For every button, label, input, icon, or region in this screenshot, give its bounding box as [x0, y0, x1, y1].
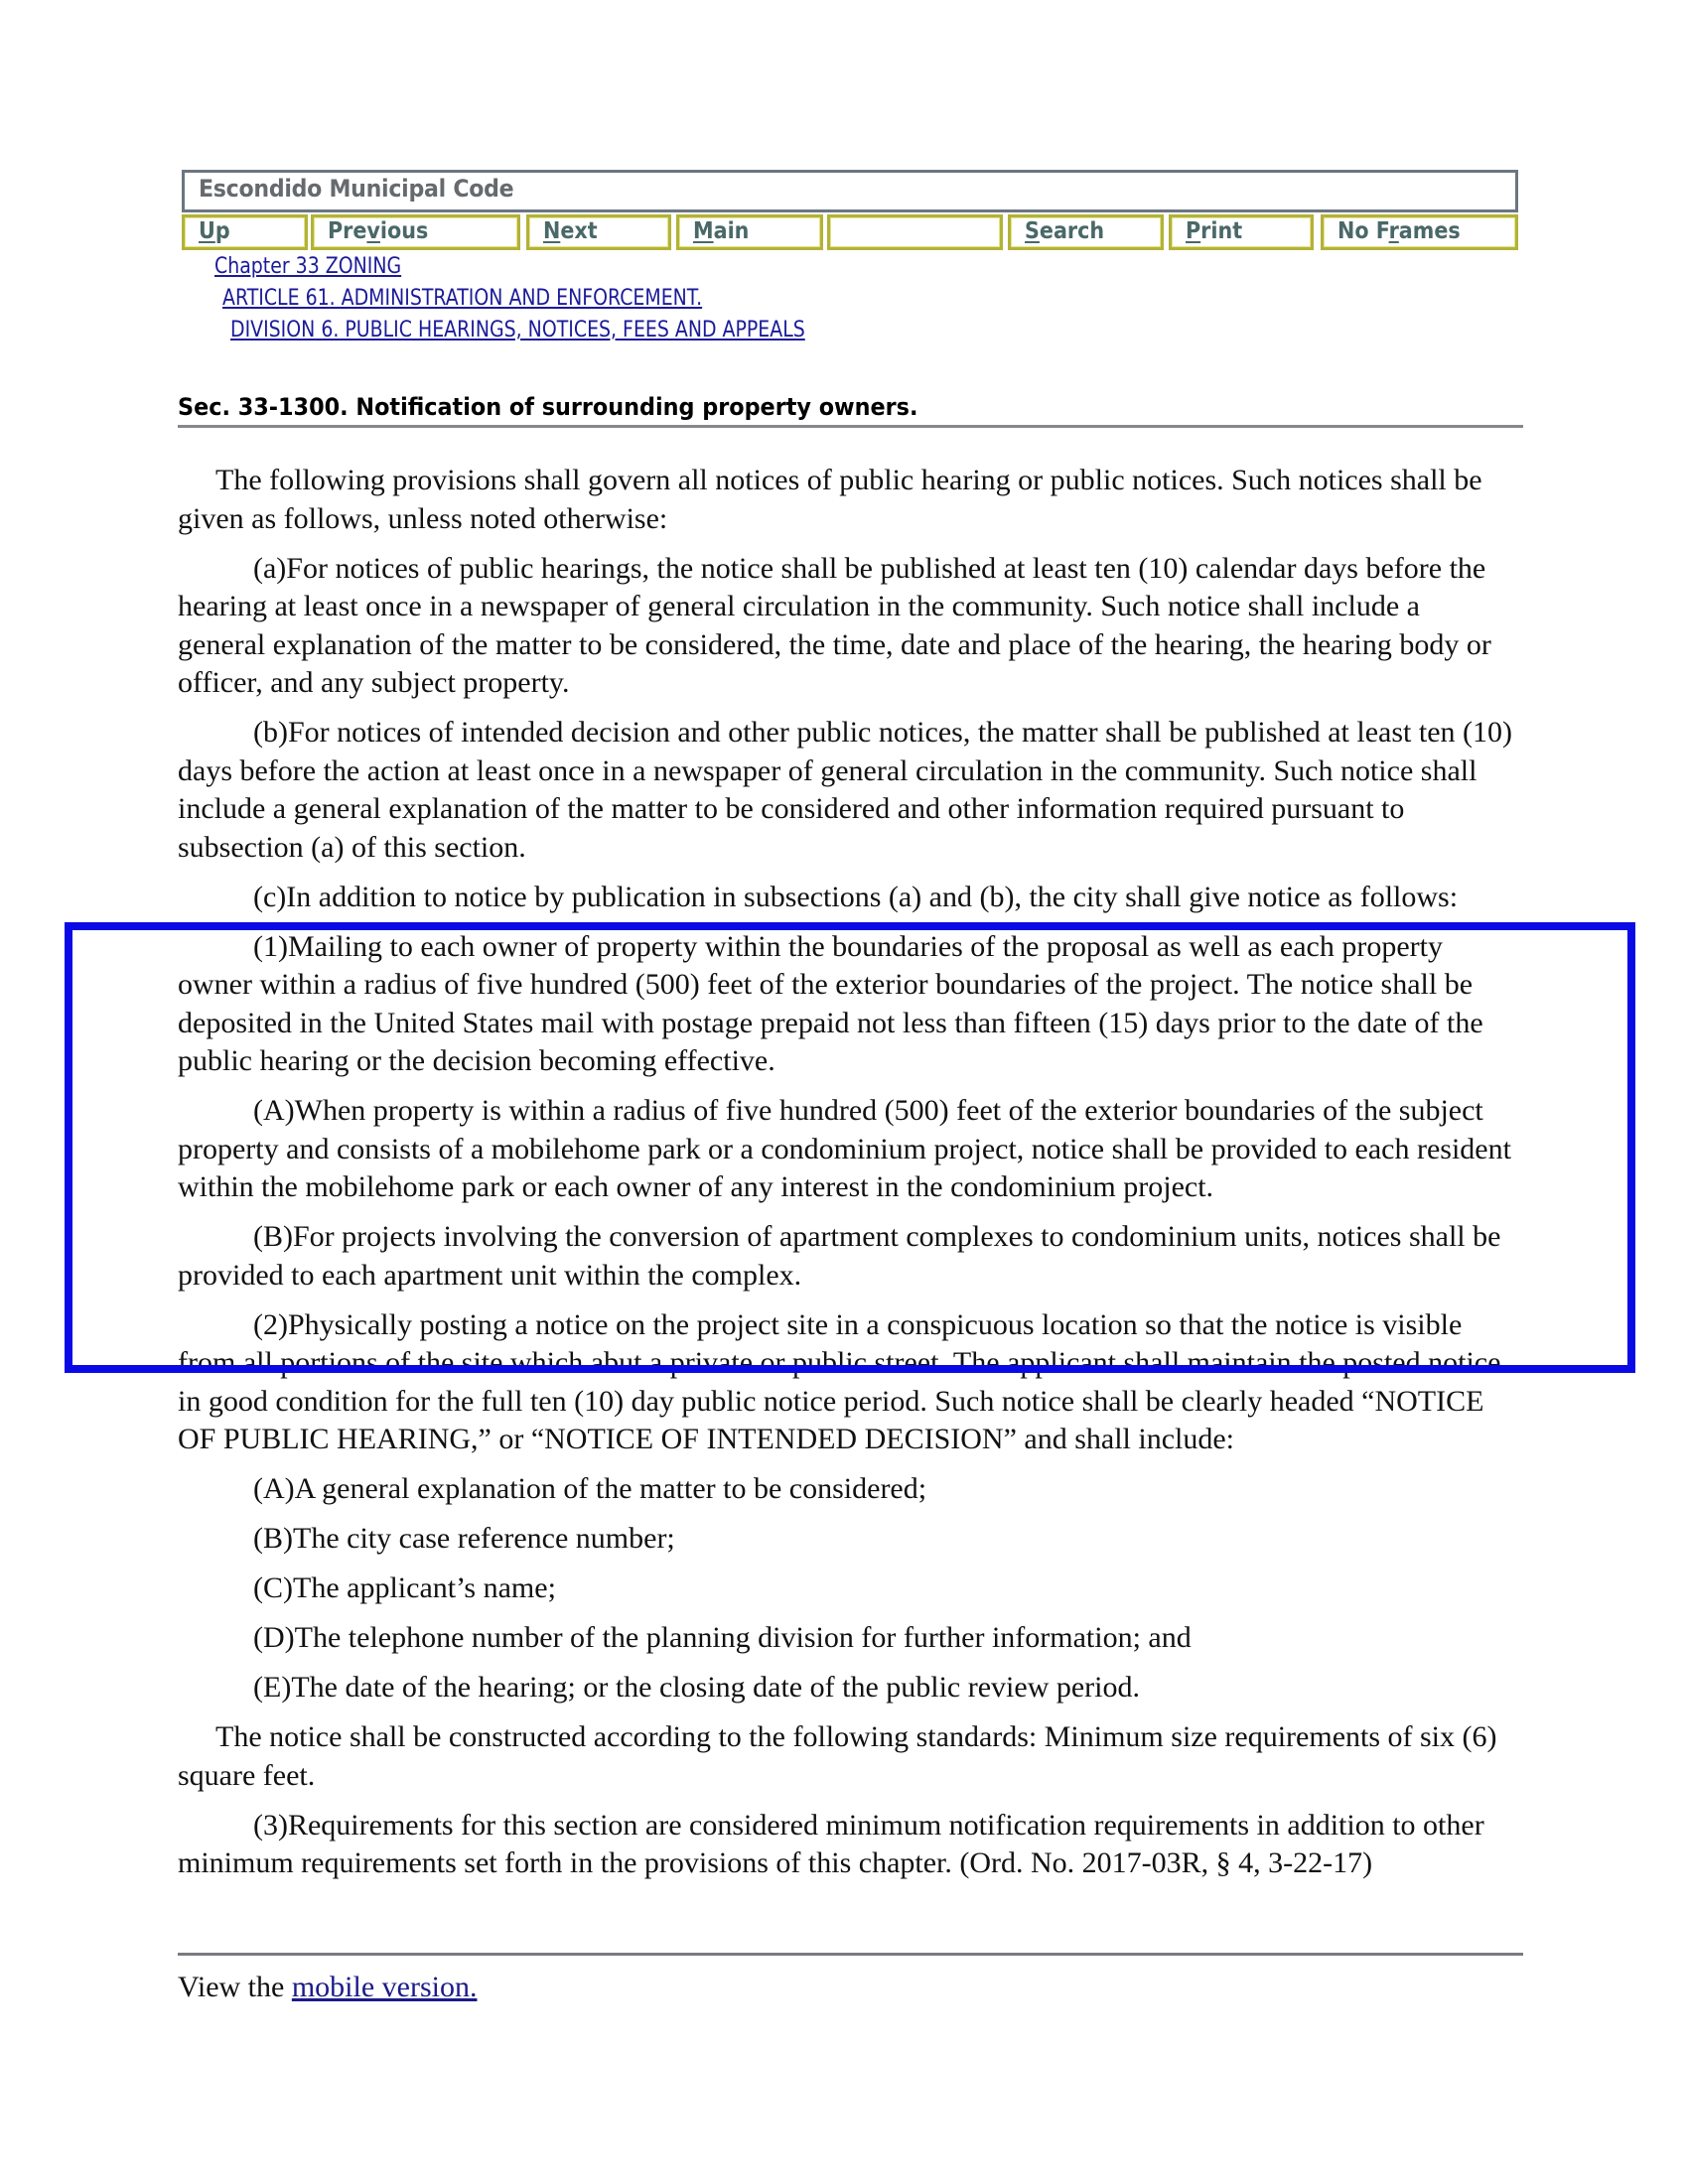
- nav-up-cell[interactable]: [182, 214, 308, 250]
- paragraph-text: For projects involving the conversion of apartment complexes to condominium units, notices shall be provided to each apartment unit within the complex.: [178, 1220, 1501, 1292]
- section-paragraph: [178, 1306, 1513, 1459]
- paragraph-label: (E): [253, 1671, 292, 1704]
- paragraph-label: (D): [253, 1621, 295, 1654]
- heading-divider: [178, 425, 1523, 428]
- paragraph-label: (2): [253, 1307, 288, 1341]
- nav-next-link[interactable]: Next: [543, 218, 598, 244]
- paragraph-text: Requirements for this section are considered minimum notification requirements in addition to other minimum requirements set forth in the provisions of this chapter. (Ord. No. 2017-03R, § 4, 3-22-17): [178, 1808, 1484, 1879]
- nav-search-cell[interactable]: [1008, 214, 1164, 250]
- paragraph-label: (A): [253, 1472, 295, 1505]
- section-paragraph: [178, 879, 1513, 917]
- nav-previous-link[interactable]: Previous: [328, 218, 429, 244]
- nav-no-frames-link[interactable]: No Frames: [1337, 218, 1461, 244]
- nav-print-link[interactable]: Print: [1186, 218, 1243, 244]
- paragraph-label: (C): [253, 1571, 293, 1604]
- paragraph-text: The telephone number of the planning division for further information; and: [294, 1621, 1192, 1654]
- nav-print-cell[interactable]: [1169, 214, 1314, 250]
- section-paragraph: [178, 1669, 1513, 1707]
- breadcrumb-article[interactable]: ARTICLE 61. ADMINISTRATION AND ENFORCEMENT.: [222, 286, 703, 311]
- section-body: [178, 462, 1513, 1894]
- nav-search-link[interactable]: Search: [1025, 218, 1105, 244]
- paragraph-label: (c): [253, 880, 287, 913]
- paragraph-text: A general explanation of the matter to be considered;: [294, 1472, 927, 1505]
- paragraph-label: (1): [253, 929, 288, 963]
- mobile-version-line: [178, 1971, 477, 2004]
- section-paragraph: [178, 1619, 1513, 1658]
- paragraph-text: For notices of public hearings, the notice shall be published at least ten (10) calendar days before the hearing at least once in a newspaper of general circulation in the community. Such notice shall include a general explanation of the matter to be considered, the time, date and place of the hearing, the hearing body or officer, and any subject property.: [178, 551, 1491, 699]
- paragraph-label: (3): [253, 1808, 288, 1842]
- breadcrumb-division[interactable]: DIVISION 6. PUBLIC HEARINGS, NOTICES, FEES AND APPEALS: [230, 318, 805, 342]
- section-heading: Sec. 33-1300. Notification of surrounding property owners.: [178, 393, 918, 421]
- paragraph-label: (B): [253, 1522, 293, 1555]
- paragraph-text: The date of the hearing; or the closing date of the public review period.: [291, 1671, 1141, 1704]
- nav-up-link[interactable]: Up: [199, 218, 230, 244]
- nav-main-link[interactable]: Main: [693, 218, 750, 244]
- paragraph-text: In addition to notice by publication in subsections (a) and (b), the city shall give notice as follows:: [286, 880, 1459, 913]
- code-title-bar: [182, 170, 1518, 212]
- section-paragraph: [178, 1570, 1513, 1608]
- breadcrumb-chapter[interactable]: Chapter 33 ZONING: [214, 254, 402, 279]
- paragraph-label: (a): [253, 551, 287, 585]
- section-paragraph: [178, 1718, 1513, 1795]
- paragraph-text: For notices of intended decision and other public notices, the matter shall be published at least ten (10) days before the action at least once in a newspaper of general circulation in the community. Such notice shall include a general explanation of the matter to be considered and other information required pursuant to subsection (a) of this section.: [178, 716, 1512, 864]
- section-paragraph: [178, 1520, 1513, 1559]
- section-paragraph: [178, 1092, 1513, 1207]
- paragraph-text: The city case reference number;: [293, 1522, 675, 1555]
- mobile-version-link[interactable]: mobile version.: [291, 1971, 478, 2003]
- nav-previous-cell[interactable]: [311, 214, 520, 250]
- paragraph-text: The following provisions shall govern all notices of public hearing or public notices. Such notices shall be given as follows, unless noted otherwise:: [178, 464, 1482, 535]
- paragraph-label: (b): [253, 716, 288, 749]
- paragraph-text: The applicant’s name;: [293, 1571, 556, 1604]
- section-paragraph: [178, 1470, 1513, 1509]
- section-paragraph: [178, 550, 1513, 703]
- nav-no-frames-cell[interactable]: [1321, 214, 1518, 250]
- section-paragraph: [178, 1807, 1513, 1883]
- section-paragraph: [178, 928, 1513, 1081]
- paragraph-label: (A): [253, 1094, 295, 1127]
- paragraph-text: When property is within a radius of five hundred (500) feet of the exterior boundaries of the subject property and consists of a mobilehome park or a condominium project, notice shall be provided to each resident within the mobilehome park or each owner of any interest in the condominium project.: [178, 1094, 1511, 1203]
- paragraph-text: Physically posting a notice on the project site in a conspicuous location so that the notice is visible from all portions of the site which abut a private or public street. The applicant shall maintain the posted notice in good condition for the full ten (10) day public notice period. Such notice shall be clearly headed “NOTICE OF PUBLIC HEARING,” or “NOTICE OF INTENDED DECISION” and shall include:: [178, 1307, 1501, 1455]
- nav-blank-cell: [827, 214, 1003, 250]
- nav-next-cell[interactable]: [526, 214, 671, 250]
- footer-divider: [178, 1953, 1523, 1956]
- paragraph-label: (B): [253, 1220, 293, 1253]
- nav-bar: [182, 214, 1518, 250]
- paragraph-text: Mailing to each owner of property within the boundaries of the proposal as well as each property owner within a radius of five hundred (500) feet of the exterior boundaries of the project. The notice shall be deposited in the United States mail with postage prepaid not less than fifteen (15) days prior to the date of the public hearing or the decision becoming effective.: [178, 929, 1483, 1077]
- code-title: Escondido Municipal Code: [199, 175, 514, 203]
- section-paragraph: [178, 1218, 1513, 1295]
- nav-main-cell[interactable]: [676, 214, 823, 250]
- mobile-prefix: View the: [178, 1971, 292, 2003]
- section-paragraph: [178, 462, 1513, 538]
- paragraph-text: The notice shall be constructed according to the following standards: Minimum size requirements of six (6) square feet.: [178, 1720, 1497, 1792]
- section-paragraph: [178, 714, 1513, 867]
